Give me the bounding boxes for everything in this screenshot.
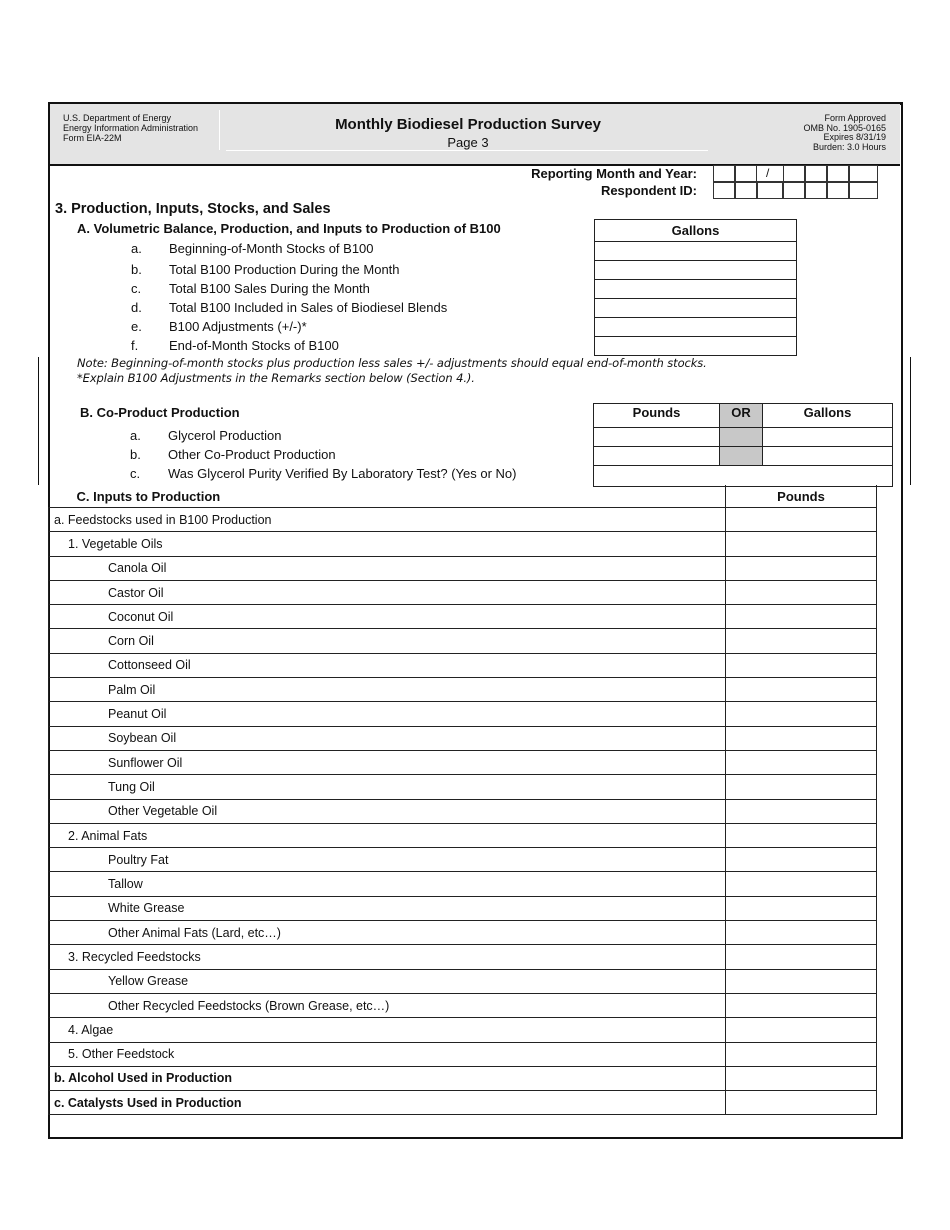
row-label: a. Feedstocks used in B100 Production [49, 508, 726, 532]
table-row [49, 945, 877, 969]
respondent-id-digit[interactable] [849, 182, 878, 199]
row-label: Castor Oil [49, 580, 726, 604]
item-label: End-of-Month Stocks of B100 [169, 338, 339, 353]
pounds-input[interactable] [726, 1018, 877, 1042]
month-digit-1[interactable] [713, 165, 735, 182]
table-row [49, 556, 877, 580]
table-row [49, 775, 877, 799]
or-spacer [720, 447, 763, 466]
pounds-input[interactable] [726, 678, 877, 702]
row-label: Soybean Oil [49, 726, 726, 750]
item-letter: d. [131, 300, 142, 315]
gallons-header: Gallons [595, 220, 797, 242]
row-label: White Grease [49, 896, 726, 920]
table-row [49, 969, 877, 993]
item-label: Beginning-of-Month Stocks of B100 [169, 241, 374, 256]
table-row [49, 750, 877, 774]
table-row [49, 605, 877, 629]
table-row [49, 921, 877, 945]
section-3-title: 3. Production, Inputs, Stocks, and Sales [55, 201, 331, 217]
item-label: B100 Adjustments (+/-)* [169, 319, 307, 334]
pounds-input[interactable] [726, 1091, 877, 1115]
table-row [49, 993, 877, 1017]
pounds-input[interactable] [726, 775, 877, 799]
table-row [49, 872, 877, 896]
row-label: Canola Oil [49, 556, 726, 580]
gallons-input-production[interactable] [595, 261, 797, 280]
item-label: Total B100 Production During the Month [169, 262, 400, 277]
table-row [49, 653, 877, 677]
table-row [49, 580, 877, 604]
gallons-input-adjustments[interactable] [595, 318, 797, 337]
respondent-id-digit[interactable] [783, 182, 805, 199]
row-label: Other Recycled Feedstocks (Brown Grease, etc…) [49, 993, 726, 1017]
item-letter: a. [131, 241, 142, 256]
pounds-input[interactable] [726, 556, 877, 580]
table-row [49, 799, 877, 823]
expiration-date: Expires 8/31/19 [823, 132, 886, 142]
row-label: Palm Oil [49, 678, 726, 702]
item-label: Other Co-Product Production [168, 447, 336, 462]
item-letter: c. [130, 466, 141, 481]
date-separator: / [766, 166, 770, 180]
glycerol-purity-input[interactable] [594, 466, 893, 487]
gallons-input-beginning-stocks[interactable] [595, 242, 797, 261]
pounds-header: Pounds [594, 404, 720, 428]
gallons-header: Gallons [763, 404, 893, 428]
pounds-input[interactable] [726, 896, 877, 920]
row-label: Tallow [49, 872, 726, 896]
gallons-input-blend-sales[interactable] [595, 299, 797, 318]
section-b-coproduct-table [593, 403, 893, 487]
table-row [49, 848, 877, 872]
pounds-input[interactable] [726, 823, 877, 847]
section-c-title: C. Inputs to Production [49, 485, 726, 508]
item-label: Total B100 Included in Sales of Biodiesel Blends [169, 300, 448, 315]
table-row [49, 532, 877, 556]
row-label: Cottonseed Oil [49, 653, 726, 677]
year-digit-4[interactable] [849, 165, 878, 182]
table-row [49, 508, 877, 532]
row-label: 3. Recycled Feedstocks [49, 945, 726, 969]
row-label: Other Animal Fats (Lard, etc…) [49, 921, 726, 945]
pounds-input[interactable] [726, 605, 877, 629]
pounds-input[interactable] [726, 653, 877, 677]
pounds-input[interactable] [726, 993, 877, 1017]
row-label: Tung Oil [49, 775, 726, 799]
balance-note: Note: Beginning-of-month stocks plus production less sales +/- adjustments should equal end-of-month stocks. [77, 356, 707, 370]
row-label: 1. Vegetable Oils [49, 532, 726, 556]
respondent-id-digit[interactable] [827, 182, 849, 199]
row-label: 5. Other Feedstock [49, 1042, 726, 1066]
row-label: Sunflower Oil [49, 750, 726, 774]
pounds-input[interactable] [726, 750, 877, 774]
table-row [49, 726, 877, 750]
row-label: Corn Oil [49, 629, 726, 653]
approval-line: Form Approved [824, 113, 886, 123]
table-row [49, 823, 877, 847]
item-letter: b. [131, 262, 142, 277]
pounds-input[interactable] [726, 726, 877, 750]
pounds-input[interactable] [726, 969, 877, 993]
respondent-id-digit[interactable] [805, 182, 827, 199]
or-spacer [720, 428, 763, 447]
section-c-inputs-table [48, 485, 877, 1115]
row-label: b. Alcohol Used in Production [49, 1066, 726, 1090]
pounds-input[interactable] [726, 872, 877, 896]
page-title: Monthly Biodiesel Production Survey [335, 116, 601, 133]
year-digit-1[interactable] [783, 165, 805, 182]
row-label: c. Catalysts Used in Production [49, 1091, 726, 1115]
table-row [49, 678, 877, 702]
item-letter: f. [131, 338, 139, 353]
agency-line: U.S. Department of Energy [63, 113, 172, 123]
table-row [49, 1066, 877, 1090]
year-digit-3[interactable] [827, 165, 849, 182]
row-label: Peanut Oil [49, 702, 726, 726]
form-number: Form EIA-22M [63, 133, 122, 143]
left-margin-rule [38, 357, 39, 485]
section-b-title: B. Co-Product Production [80, 405, 240, 420]
table-row [49, 1091, 877, 1115]
burden-hours: Burden: 3.0 Hours [812, 141, 886, 152]
section-a-gallons-table [594, 219, 797, 356]
item-label: Total B100 Sales During the Month [169, 281, 370, 296]
gallons-input-sales[interactable] [595, 280, 797, 299]
section-a-title: A. Volumetric Balance, Production, and Inputs to Production of B100 [77, 221, 501, 236]
respondent-id-digit[interactable] [757, 182, 783, 199]
item-letter: b. [130, 447, 141, 462]
other-coproduct-gallons-input[interactable] [763, 447, 893, 466]
or-header: OR [720, 404, 763, 428]
other-coproduct-pounds-input[interactable] [594, 447, 720, 466]
pounds-input[interactable] [726, 799, 877, 823]
pounds-header: Pounds [726, 485, 877, 508]
header-underline [226, 150, 708, 151]
respondent-id-label: Respondent ID: [600, 183, 697, 198]
adjustments-note: *Explain B100 Adjustments in the Remarks section below (Section 4.). [77, 371, 475, 385]
respondent-id-digit[interactable] [735, 182, 757, 199]
row-label: 4. Algae [49, 1018, 726, 1042]
row-label: Coconut Oil [49, 605, 726, 629]
item-letter: c. [131, 281, 142, 296]
date-separator-cell [757, 165, 783, 182]
table-row [49, 702, 877, 726]
pounds-input[interactable] [726, 508, 877, 532]
year-digit-2[interactable] [805, 165, 827, 182]
right-margin-rule [910, 357, 911, 485]
glycerol-pounds-input[interactable] [594, 428, 720, 447]
pounds-input[interactable] [726, 629, 877, 653]
gallons-input-ending-stocks[interactable] [595, 337, 797, 356]
respondent-id-digit[interactable] [713, 182, 735, 199]
item-label: Glycerol Production [168, 428, 282, 443]
table-row [49, 1018, 877, 1042]
pounds-input[interactable] [726, 1042, 877, 1066]
table-row [49, 629, 877, 653]
pounds-input[interactable] [726, 945, 877, 969]
pounds-input[interactable] [726, 532, 877, 556]
reporting-month-label: Reporting Month and Year: [531, 166, 697, 181]
pounds-input[interactable] [726, 580, 877, 604]
row-label: Poultry Fat [49, 848, 726, 872]
agency-line: Energy Information Administration [63, 123, 199, 133]
item-letter: a. [130, 428, 141, 443]
table-row [49, 1042, 877, 1066]
page-number: Page 3 [447, 135, 489, 150]
pounds-input[interactable] [726, 921, 877, 945]
pounds-input[interactable] [726, 1066, 877, 1090]
table-row [49, 896, 877, 920]
row-label: Other Vegetable Oil [49, 799, 726, 823]
month-digit-2[interactable] [735, 165, 757, 182]
approval-block [760, 114, 886, 152]
omb-number: OMB No. 1905-0165 [803, 122, 886, 133]
header-divider [219, 110, 220, 150]
item-letter: e. [131, 319, 142, 334]
pounds-input[interactable] [726, 702, 877, 726]
agency-block [63, 113, 198, 143]
row-label: 2. Animal Fats [49, 823, 726, 847]
item-label: Was Glycerol Purity Verified By Laboratory Test? (Yes or No) [168, 466, 517, 481]
glycerol-gallons-input[interactable] [763, 428, 893, 447]
pounds-input[interactable] [726, 848, 877, 872]
row-label: Yellow Grease [49, 969, 726, 993]
